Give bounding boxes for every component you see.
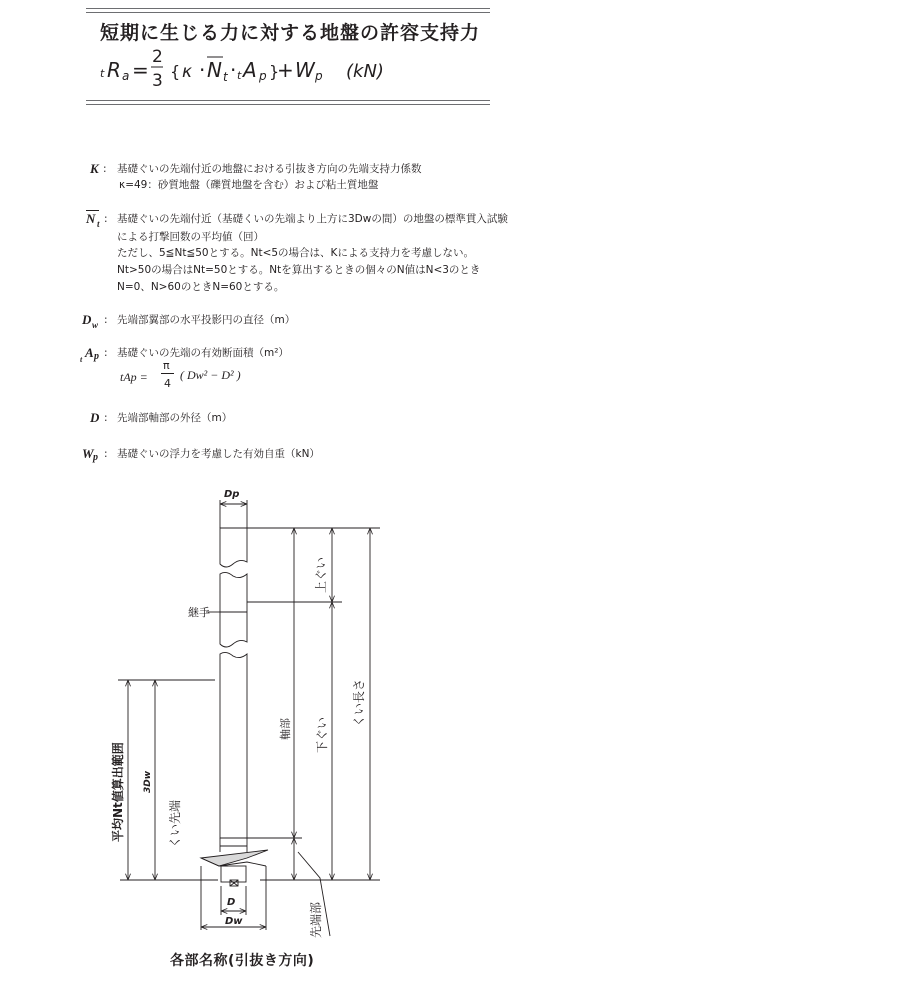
formula-nbar: N <box>207 58 222 82</box>
formula-frac-den: 3 <box>152 71 163 91</box>
label-shaft: 軸部 <box>279 718 292 740</box>
def-kappa-line-1: 基礎ぐいの先端付近の地盤における引抜き方向の先端支持力係数 <box>117 163 422 175</box>
page-title: 短期に生じる力に対する地盤の許容支持力 <box>100 22 481 44</box>
formula-plus: + <box>277 58 294 82</box>
def-nt-line-4: Nt>50の場合はNt=50とする。Ntを算出するときの個々のN値はN<3のとき <box>117 264 481 276</box>
label-dp: Dp <box>224 489 240 500</box>
formula-unit: (kN) <box>346 61 384 82</box>
def-ap-formula-rhs: ( Dw² − D² ) <box>180 368 241 382</box>
def-d-symbol: D <box>90 410 100 425</box>
def-nt-line-5: N=0、N>60のときN=60とする。 <box>117 281 285 293</box>
label-d: D <box>227 897 236 908</box>
def-ap-symbol-prefix: t <box>80 355 83 364</box>
def-ap-formula-den: 4 <box>164 377 171 390</box>
def-d-text: 先端部軸部の外径（m） <box>117 412 233 424</box>
upper-pile-joint-segment <box>220 572 247 647</box>
def-ap-formula-lhs: tAp = <box>120 370 148 384</box>
formula-ap-main: A <box>243 58 257 82</box>
def-nt-line-3: ただし、5≦Nt≦50とする。Nt<5の場合は、Kによる支持力を考慮しない。 <box>117 247 474 259</box>
formula-nbar-sub: t <box>223 70 228 84</box>
label-3dw: 3Dw <box>143 770 153 793</box>
formula-equals: = <box>132 58 149 82</box>
def-ap-text: 基礎ぐいの先端の有効断面積（m²） <box>117 347 289 359</box>
formula-wp-main: W <box>295 58 315 82</box>
def-nt-colon: : <box>104 213 108 225</box>
label-avg-range: 平均Nt値算出範囲 <box>111 742 125 842</box>
def-dw-text: 先端部翼部の水平投影円の直径（m） <box>117 314 296 326</box>
formula-wp-sub: p <box>315 69 323 83</box>
def-nt-symbol: N <box>86 211 96 226</box>
def-kappa-line-2: κ=49：砂質地盤（礫質地盤を含む）および粘土質地盤 <box>119 179 379 191</box>
formula-frac-num: 2 <box>152 47 163 67</box>
formula-dot-1: · <box>199 58 206 82</box>
formula-lhs-sub: a <box>122 69 130 83</box>
def-dw-symbol-sub: w <box>92 320 99 330</box>
def-nt-symbol-sub: t <box>97 219 100 229</box>
label-pile-length: くい長さ <box>352 678 366 727</box>
formula-brace-close: } <box>269 62 280 81</box>
def-ap-symbol: A <box>85 345 94 360</box>
label-upper-pile: 上ぐい <box>314 556 328 593</box>
figure-caption: 各部名称(引抜き方向) <box>170 953 315 969</box>
def-nt-line-2: による打撃回数の平均値（回） <box>117 231 264 243</box>
def-wp-text: 基礎ぐいの浮力を考慮した有効自重（kN） <box>117 448 320 460</box>
def-wp-symbol: W <box>82 446 94 461</box>
label-joint: 継手 <box>188 606 210 619</box>
definitions <box>0 0 900 470</box>
def-wp-colon: : <box>104 448 108 460</box>
lower-pile-shaft <box>220 652 247 838</box>
pile-diagram <box>0 470 900 945</box>
def-ap-formula-bar <box>161 373 174 374</box>
label-pile-tip: くい先端 <box>168 799 182 848</box>
formula-brace-open: { <box>170 62 181 81</box>
label-tip-part: 先端部 <box>309 901 323 938</box>
def-ap-symbol-sub: p <box>94 351 99 362</box>
def-ap-formula-num: π <box>163 359 170 372</box>
formula-lhs-prefix: t <box>100 67 105 80</box>
def-ap-colon: : <box>104 347 108 359</box>
def-dw-symbol: D <box>82 312 92 327</box>
def-kappa-symbol: K <box>90 161 99 176</box>
def-d-colon: : <box>104 412 108 424</box>
formula-dot-2: · <box>230 58 237 82</box>
formula-ap-sub: p <box>259 69 267 83</box>
formula-kappa: κ <box>182 62 193 82</box>
formula-lhs-main: R <box>107 58 121 82</box>
def-wp-symbol-sub: p <box>93 452 98 463</box>
formula-ap-prefix: t <box>237 69 242 82</box>
label-lower-pile: 下ぐい <box>315 716 329 753</box>
label-dw: Dw <box>225 916 243 927</box>
upper-pile-top-segment <box>220 528 247 567</box>
def-dw-colon: : <box>104 314 108 326</box>
def-nt-line-1: 基礎ぐいの先端付近（基礎くいの先端より上方に3Dwの間）の地盤の標準貫入試験 <box>117 213 508 225</box>
def-kappa-colon: : <box>103 163 107 175</box>
